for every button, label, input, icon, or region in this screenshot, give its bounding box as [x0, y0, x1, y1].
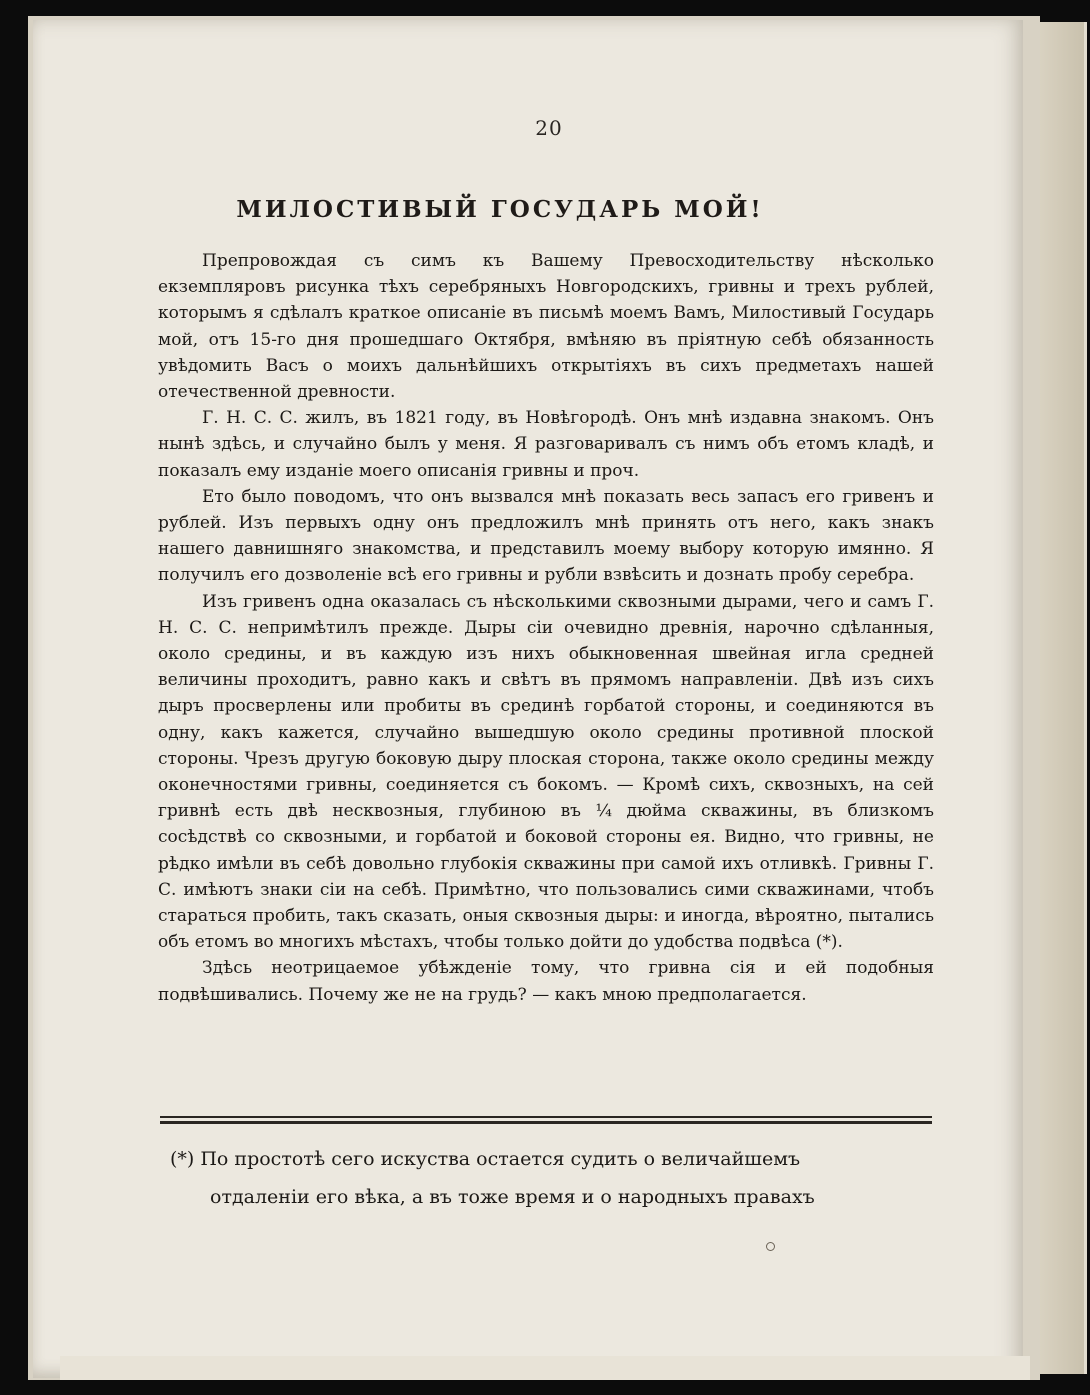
- footnote-line: отдаленіи его вѣка, а въ тоже время и о народныхъ правахъ: [210, 1186, 815, 1208]
- page-number: 20: [535, 116, 563, 140]
- paragraph: Здѣсь неотрицаемое убѣжденіе тому, что гривна сія и ей подобныя подвѣшивались. Почему же не на грудь? — какъ мною предполагается.: [158, 958, 934, 1005]
- footnote-rule-thick: [160, 1121, 932, 1124]
- page-bottom-edge: [60, 1356, 1030, 1380]
- letter-body: [158, 248, 934, 1008]
- adjacent-page-shade: [1040, 22, 1084, 1374]
- footnote-line: (*) По простотѣ сего искуства остается судить о величайшемъ: [170, 1148, 801, 1170]
- footnote-rule-thin: [160, 1116, 932, 1118]
- paragraph: Изъ гривенъ одна оказалась съ нѣсколькими сквозными дырами, чего и самъ Г. Н. С. С. непримѣтилъ прежде. Дыры сіи очевидно древнія, нарочно сдѣланныя, около средины, и въ каждую изъ нихъ обыкновенная швейная игла средней величины проходитъ, равно какъ и свѣтъ въ прямомъ направленіи. Двѣ изъ сихъ дыръ просверлены или пробиты въ срединѣ горбатой стороны, и соединяются въ одну, какъ кажется, случайно вышедшую около средины противной плоской стороны. Чрезъ другую боковую дыру плоская сторона, также около средины между оконечностями гривны, соединяется съ бокомъ. — Кромѣ сихъ, сквозныхъ, на сей гривнѣ есть двѣ несквозныя, глубиною въ ¼ дюйма скважины, въ близкомъ сосѣдствѣ со сквозными, и горбатой и боковой стороны ея. Видно, что гривны, не рѣдко имѣли въ себѣ довольно глубокія скважины при самой ихъ отливкѣ. Гривны Г. С. имѣютъ знаки сіи на себѣ. Примѣтно, что пользовались сими скважинами, чтобъ стараться пробить, такъ сказать, оныя сквозныя дыры: и иногда, вѣроятно, пытались объ етомъ во многихъ мѣстахъ, чтобы только дойти до удобства подвѣса (*).: [158, 591, 934, 953]
- paragraph: Г. Н. С. С. жилъ, въ 1821 году, въ Новѣгородѣ. Онъ мнѣ издавна знакомъ. Онъ нынѣ здѣсь, и случайно былъ у меня. Я разговаривалъ съ нимъ объ етомъ кладѣ, и показалъ ему изданіе моего описанія гривны и проч.: [158, 408, 934, 481]
- letter-salutation: МИЛОСТИВЫЙ ГОСУДАРЬ МОЙ!: [236, 196, 764, 223]
- footnote: [170, 1140, 934, 1216]
- paragraph: Ето было поводомъ, что онъ вызвался мнѣ показать весь запасъ его гривенъ и рублей. Изъ первыхъ одну онъ предложилъ мнѣ принять отъ него, какъ знакъ нашего давнишняго знакомства, и представилъ моему выбору которую имянно. Я получилъ его дозволеніе всѣ его гривны и рубли взвѣсить и дознать пробу серебра.: [158, 486, 934, 586]
- paragraph: Препровождая съ симъ къ Вашему Превосходительству нѣсколько екземпляровъ рисунка тѣхъ серебряныхъ Новгородскихъ, гривны и трехъ рублей, которымъ я сдѣлалъ краткое описаніе въ письмѣ моемъ Вамъ, Милостивый Государь мой, отъ 15-го дня прошедшаго Октября, вмѣняю въ пріятную себѣ обязанность увѣдомить Васъ о моихъ дальнѣйшихъ открытіяхъ въ сихъ предметахъ нашей отечественной древности.: [158, 251, 934, 403]
- paper-mark: [766, 1242, 775, 1251]
